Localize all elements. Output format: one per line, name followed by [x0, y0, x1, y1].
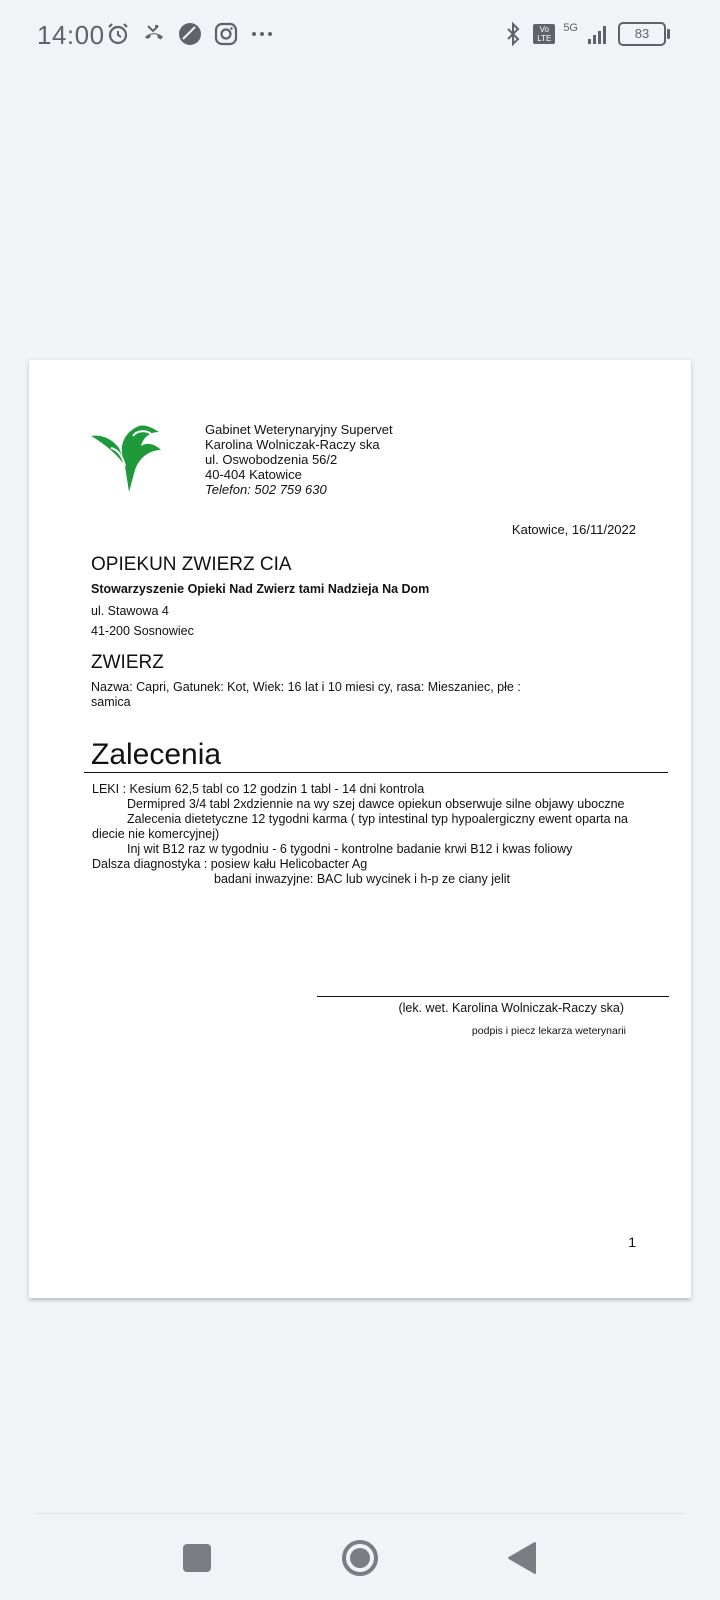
recommendation-line: badani inwazyjne: BAC lub wycinek i h-p ze ciany jelit [214, 872, 510, 886]
network-type: 5G [563, 22, 578, 34]
notification-icons [106, 22, 274, 46]
recommendation-line: Inj wit B12 raz w tygodniu - 6 tygodni - kontrolne badanie krwi B12 i kwas foliowy [127, 842, 573, 856]
recommendations-body [92, 782, 652, 887]
clinic-name: Gabinet Weterynaryjny Supervet [205, 422, 393, 437]
home-icon[interactable] [340, 1538, 380, 1578]
clinic-owner: Karolina Wolniczak-Raczy ska [205, 437, 380, 452]
volte-icon: Vo LTE [533, 24, 555, 44]
clinic-street: ul. Oswobodzenia 56/2 [205, 452, 338, 467]
status-time: 14:00 [37, 20, 105, 50]
document-date: Katowice, 16/11/2022 [511, 522, 636, 537]
owner-street: ul. Stawowa 4 [91, 604, 169, 618]
instagram-icon [214, 22, 238, 46]
title-divider [84, 772, 668, 773]
recent-apps-icon[interactable] [177, 1538, 217, 1578]
status-bar [0, 0, 720, 72]
signature-caption: podpis i piecz lekarza weterynarii [471, 1025, 626, 1037]
clinic-header [205, 422, 393, 497]
signature-name: (lek. wet. Karolina Wolniczak-Raczy ska) [398, 1001, 624, 1015]
more-dots-icon [250, 22, 274, 46]
recommendation-line: Zalecenia dietetyczne 12 tygodni karma ( typ intestinal typ hypoalergiczny ewent oparta na diecie nie komercyjnej) [92, 812, 628, 841]
owner-section-title: OPIEKUN ZWIERZ CIA [91, 554, 292, 575]
animal-section-title: ZWIERZ [91, 652, 164, 673]
navigation-bar [0, 1514, 720, 1600]
recommendation-line: LEKI : Kesium 62,5 tabl co 12 godzin 1 tabl - 14 dni kontrola [92, 782, 425, 796]
recommendations-title: Zalecenia [91, 738, 222, 771]
alarm-icon [106, 22, 130, 46]
clinic-logo [89, 422, 165, 494]
page-number: 1 [628, 1234, 636, 1250]
signal-5g-icon [586, 22, 610, 46]
animal-description: Nazwa: Capri, Gatunek: Kot, Wiek: 16 lat i 10 miesi cy, rasa: Mieszaniec, płe : samica [91, 680, 521, 709]
recommendation-line: Dalsza diagnostyka : posiew kału Helicobacter Ag [92, 857, 368, 871]
clinic-city: 40-404 Katowice [205, 467, 302, 482]
back-icon[interactable] [503, 1538, 543, 1578]
clinic-phone: Telefon: 502 759 630 [205, 482, 327, 497]
system-icons [501, 22, 666, 46]
bluetooth-icon [501, 22, 525, 46]
document-page[interactable] [29, 360, 691, 1298]
vpn-icon [178, 22, 202, 46]
owner-name: Stowarzyszenie Opieki Nad Zwierz tami Nadzieja Na Dom [91, 582, 430, 596]
missed-call-icon [142, 22, 166, 46]
recommendation-line: Dermipred 3/4 tabl 2xdziennie na wy szej dawce opiekun obserwuje silne objawy uboczne [127, 797, 625, 811]
signature-line [317, 996, 669, 997]
battery-indicator: 83 [618, 22, 666, 46]
owner-city: 41-200 Sosnowiec [91, 624, 194, 638]
